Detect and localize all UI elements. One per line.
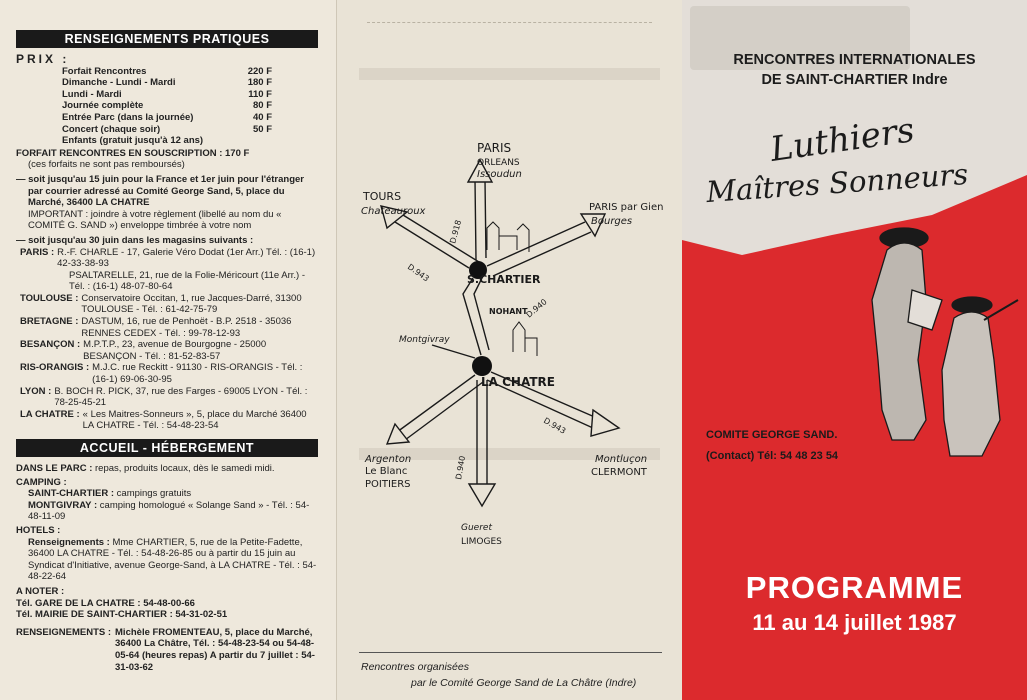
camping-saint-chartier-label: SAINT-CHARTIER : xyxy=(28,488,115,500)
shop-city: TOULOUSE : xyxy=(20,292,79,304)
credit-line-2: par le Comité George Sand de La Châtre (Indre) xyxy=(411,677,637,689)
road-montgivray xyxy=(432,345,475,358)
shop-city: RIS-ORANGIS : xyxy=(20,362,90,374)
reception-heading: ACCUEIL - HÉBERGEMENT xyxy=(16,439,318,457)
castle-sketch-icon xyxy=(487,222,537,356)
road-to-argenton xyxy=(397,375,483,440)
info-panel xyxy=(0,0,336,700)
label-montgivray: Montgivray xyxy=(399,335,450,345)
label-clermont: CLERMONT xyxy=(591,467,647,478)
arrow-gueret xyxy=(469,484,495,506)
label-orleans: ORLEANS xyxy=(477,158,520,168)
label-bourges: Bourges xyxy=(591,216,633,227)
practical-info-heading: RENSEIGNEMENTS PRATIQUES xyxy=(16,30,318,48)
park-text: repas, produits locaux, dès le samedi midi. xyxy=(95,463,275,474)
price-value: 220 F xyxy=(247,65,272,77)
price-label: Dimanche - Lundi - Mardi xyxy=(62,77,176,89)
shop-text: R.-F. CHARLE - 17, Galerie Véro Dodat (1er Arr.) Tél. : (16-1) 42-33-38-93 xyxy=(57,246,316,270)
park-label: DANS LE PARC : xyxy=(16,463,93,474)
arrow-argenton xyxy=(387,424,409,444)
shop-city: LA CHATRE : xyxy=(20,408,80,420)
hotels-label: HOTELS : xyxy=(16,524,61,536)
shop-city xyxy=(20,270,66,293)
credit-line-1: Rencontres organisées xyxy=(361,661,469,673)
shop-item xyxy=(20,293,318,316)
label-gueret: Gueret xyxy=(461,523,492,533)
label-le-blanc: Le Blanc xyxy=(365,466,408,477)
deadline-june-15: — soit jusqu'au 15 juin pour la France et 1er juin pour l'étranger xyxy=(16,173,304,185)
prices-title: PRIX : xyxy=(16,52,70,66)
subscription-note: (ces forfaits ne sont pas remboursés) xyxy=(28,159,185,171)
organizer-credit xyxy=(361,659,636,691)
label-issoudun: Issoudun xyxy=(477,169,522,180)
la-chatre-marker xyxy=(472,356,492,376)
cover-panel xyxy=(682,0,1027,700)
committee-name: COMITE GEORGE SAND. xyxy=(706,429,838,441)
price-row xyxy=(16,89,272,101)
programme-dates: 11 au 14 juillet 1987 xyxy=(752,610,957,635)
price-label: Journée complète xyxy=(62,100,144,112)
label-d918: D.918 xyxy=(448,219,464,245)
town-hall-phone: Tél. MAIRIE DE SAINT-CHARTIER : 54-31-02-51 xyxy=(16,609,228,621)
price-row xyxy=(16,77,272,89)
price-label: Enfants (gratuit jusqu'à 12 ans) xyxy=(62,135,204,147)
footer-divider xyxy=(359,652,662,653)
shop-text: M.P.T.P., 23, avenue de Bourgogne - 25000 BESANÇON - Tél. : 81-52-83-57 xyxy=(83,339,267,362)
committee-contact xyxy=(706,425,838,467)
shop-text: Conservatoire Occitan, 1, rue Jacques-Darré, 31300 TOULOUSE - Tél. : 61-42-75-79 xyxy=(81,292,302,316)
camping-montgivray-label: MONTGIVRAY : xyxy=(28,499,98,511)
shop-item xyxy=(20,270,318,293)
cover-title xyxy=(682,50,1027,90)
important-note: IMPORTANT : joindre à votre règlement (libellé au nom du « COMITÉ G. SAND ») enveloppe timbrée à votre nom xyxy=(28,208,282,232)
label-nohant: NOHANT xyxy=(489,307,528,316)
price-label: Lundi - Mardi xyxy=(62,88,122,100)
shop-text: M.J.C. rue Reckitt - 91130 - RIS-ORANGIS - Tél. : (16-1) 69-06-30-95 xyxy=(92,362,303,386)
price-value: 40 F xyxy=(252,111,272,123)
price-row xyxy=(16,124,272,136)
camping-label: CAMPING : xyxy=(16,476,67,488)
map-panel xyxy=(336,0,682,700)
shop-text: B. BOCH R. PICK, 37, rue des Farges - 69005 LYON - Tél. : 78-25-45-21 xyxy=(54,385,308,409)
label-d943-south: D.943 xyxy=(542,415,568,436)
price-value: 50 F xyxy=(252,123,272,135)
price-value: 80 F xyxy=(252,100,272,112)
label-limoges: LIMOGES xyxy=(461,537,502,547)
road-to-tours xyxy=(395,215,479,268)
station-phone: Tél. GARE DE LA CHATRE : 54-48-00-66 xyxy=(16,597,195,609)
price-row xyxy=(16,100,272,112)
road-to-paris xyxy=(475,180,486,260)
label-montlucon: Montluçon xyxy=(595,454,648,465)
shop-item xyxy=(20,247,318,270)
price-label: Concert (chaque soir) xyxy=(62,123,161,135)
label-paris: PARIS xyxy=(477,141,512,155)
programme-title: PROGRAMME xyxy=(745,570,964,605)
camping-saint-chartier-text: campings gratuits xyxy=(116,488,192,500)
price-label: Entrée Parc (dans la journée) xyxy=(62,111,194,123)
script-maitres-sonneurs: Maîtres Sonneurs xyxy=(705,156,970,210)
contact-text: Michèle FROMENTEAU, 5, place du Marché, 36400 La Châtre, Tél. : 54-48-23-54 ou 54-48-05-64 (heures repas) A partir du 7 juillet : 54-31-03-62 xyxy=(115,626,315,673)
road-stchartier-lachatre xyxy=(463,276,489,355)
shop-item xyxy=(20,339,318,362)
cover-title-line-2: DE SAINT-CHARTIER Indre xyxy=(761,72,948,88)
label-poitiers: POITIERS xyxy=(365,479,411,490)
note-label: A NOTER : xyxy=(16,585,65,597)
shop-text: « Les Maitres-Sonneurs », 5, place du Marché 36400 LA CHATRE - Tél. : 54-48-23-54 xyxy=(82,408,307,432)
label-paris-gien: PARIS par Gien xyxy=(589,202,664,213)
price-row xyxy=(16,66,272,78)
label-la-chatre: LA CHATRE xyxy=(481,375,555,389)
label-d943-north: D.943 xyxy=(405,262,431,284)
subscription-price: FORFAIT RENCONTRES EN SOUSCRIPTION : 170 F xyxy=(16,147,250,159)
label-d940-south: D.940 xyxy=(454,455,468,481)
committee-phone: (Contact) Tél: 54 48 23 54 xyxy=(706,450,839,462)
hotels-sub-label: Renseignements : xyxy=(28,536,110,548)
price-row xyxy=(16,112,272,124)
shop-city: BESANÇON : xyxy=(20,339,81,351)
label-d940-north: D.940 xyxy=(524,297,549,320)
label-saint-chartier: S.CHARTIER xyxy=(467,273,541,286)
shop-city: PARIS : xyxy=(20,246,55,258)
label-chateauroux: Chateauroux xyxy=(361,206,426,217)
label-tours: TOURS xyxy=(363,190,402,203)
road-to-bourges xyxy=(487,222,591,276)
shop-city: LYON : xyxy=(20,385,52,397)
shop-item xyxy=(20,362,318,385)
script-luthiers: Luthiers xyxy=(767,110,917,170)
label-argenton: Argenton xyxy=(365,454,412,465)
shop-list xyxy=(16,247,318,433)
shop-text: PSALTARELLE, 21, rue de la Folie-Méricourt (11e Arr.) - Tél. : (16-1) 48-07-80-64 xyxy=(69,269,306,293)
shop-text: DASTUM, 16, rue de Penhoët - B.P. 2518 - 35036 RENNES CEDEX - Tél. : 99-78-12-93 xyxy=(81,316,292,339)
mail-address: par courrier adressé au Comité George Sand, 5, place du Marché, 36400 LA CHATRE xyxy=(28,185,285,209)
road-to-gueret xyxy=(477,380,487,485)
hotels-text: Mme CHARTIER, 5, rue de la Petite-Fadette, 36400 LA CHATRE - Tél. : 54-48-26-85 ou à partir du 15 juin au Syndicat d'Initiative, avenue George-Sand, à LA CHATRE - Tél. : 54-48-22-64 xyxy=(28,536,317,583)
price-value: 180 F xyxy=(247,77,272,89)
price-row xyxy=(16,135,272,147)
camping-montgivray-text: camping homologué « Solange Sand » - Tél. : 54-48-11-09 xyxy=(28,499,310,523)
price-list xyxy=(16,66,318,147)
price-label: Forfait Rencontres xyxy=(62,65,147,77)
contact-label: RENSEIGNEMENTS : xyxy=(16,626,112,638)
shop-item xyxy=(20,316,318,339)
price-value: 110 F xyxy=(248,88,272,100)
programme-block xyxy=(682,570,1027,636)
road-map xyxy=(337,0,682,560)
deadline-june-30: — soit jusqu'au 30 juin dans les magasins suivants : xyxy=(16,234,254,246)
cover-title-line-1: RENCONTRES INTERNATIONALES xyxy=(733,52,976,68)
shop-item xyxy=(20,409,318,432)
shop-city: BRETAGNE : xyxy=(20,316,79,328)
shop-item xyxy=(20,386,318,409)
arrow-montlucon xyxy=(591,410,619,436)
